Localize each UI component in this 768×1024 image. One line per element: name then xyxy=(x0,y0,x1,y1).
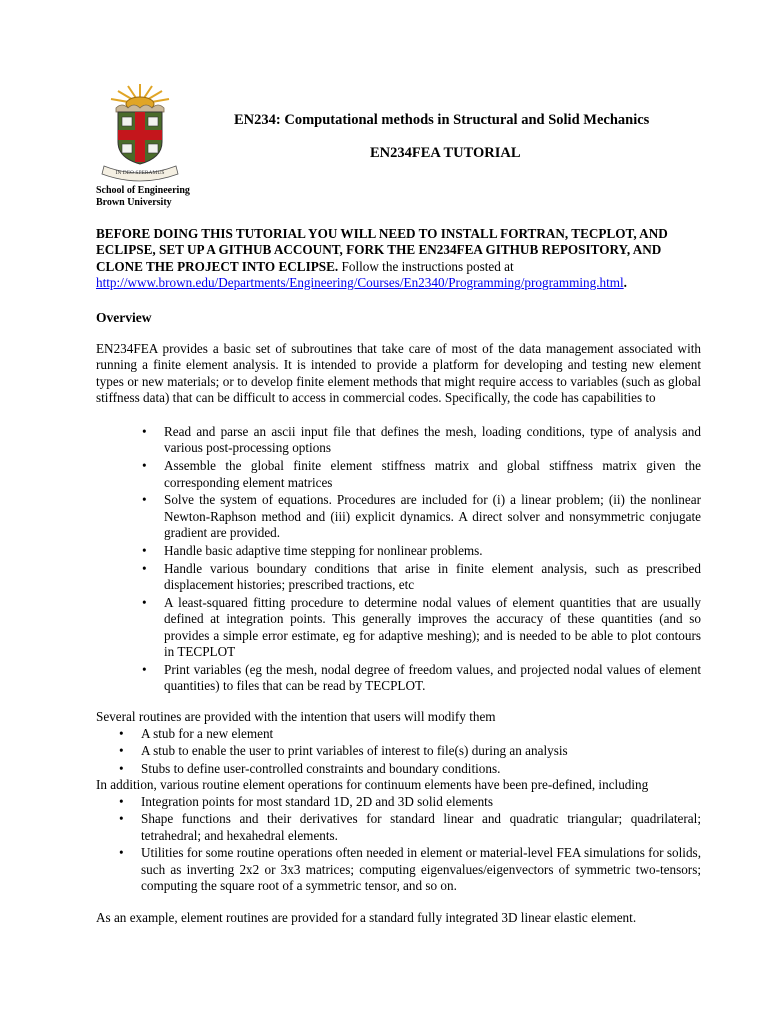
list-item xyxy=(119,794,701,810)
bullet-icon: • xyxy=(119,743,124,759)
bullet-icon: • xyxy=(119,811,124,827)
list-item-text: Utilities for some routine operations often needed in element or material-level FEA simulations for solids, such as inverting 2x2 or 3x3 matrices; computing eigenvalues/eigenvectors of symmetric two-tensors; computing the square root of a symmetric tensor, and so on. xyxy=(141,845,701,894)
list-item xyxy=(142,492,701,541)
document-subtitle: EN234FEA TUTORIAL xyxy=(370,145,521,161)
intro-paragraph xyxy=(96,226,701,292)
bullet-icon: • xyxy=(119,845,124,861)
bullet-icon: • xyxy=(119,794,124,809)
overview-paragraph-3: In addition, various routine element operations for continuum elements have been pre-defined, including xyxy=(96,777,649,792)
list-item-text: Stubs to define user-controlled constraints and boundary conditions. xyxy=(141,760,501,776)
bullet-icon: • xyxy=(142,560,147,576)
list-item xyxy=(142,560,701,594)
bullet-icon: • xyxy=(142,492,147,508)
list-item xyxy=(119,760,701,777)
bullet-icon: • xyxy=(119,760,124,776)
list-item-text: A stub for a new element xyxy=(141,726,274,741)
list-item-text: Print variables (eg the mesh, nodal degree of freedom values, and projected nodal values of element quantities) to files that can be read by TECPLOT. xyxy=(164,662,701,694)
programming-instructions-link[interactable]: http://www.brown.edu/Departments/Engineering/Courses/En2340/Programming/programming.html xyxy=(96,275,624,291)
list-item xyxy=(119,845,701,894)
list-item-text: Solve the system of equations. Procedures are included for (i) a linear problem; (ii) the nonlinear Newton-Raphson method and (iii) explicit dynamics. A direct solver and nonsymmetric conjugate gradient are provided. xyxy=(164,492,701,541)
school-line-1: School of Engineering xyxy=(96,185,190,196)
overview-paragraph-1: EN234FEA provides a basic set of subroutines that take care of most of the data management associated with running a finite element analysis. It is intended to provide a platform for developing and testing new element types or new materials; or to develop finite element methods that might require access to variables (such as global stiffness data) that can be difficult to access in commercial codes. Specifically, the code has capabilities to xyxy=(96,341,701,406)
list-item-text: Read and parse an ascii input file that defines the mesh, loading conditions, type of analysis and various post-processing options xyxy=(164,424,701,456)
logo-motto: IN DEO SPERAMUS xyxy=(115,170,165,176)
intro-follow-text: Follow the instructions posted at xyxy=(341,258,514,274)
overview-paragraph-4: As an example, element routines are provided for a standard fully integrated 3D linear elastic element. xyxy=(96,910,637,925)
overview-heading: Overview xyxy=(96,310,152,325)
bullet-icon: • xyxy=(142,458,147,474)
list-item xyxy=(119,811,701,844)
list-item-text: Integration points for most standard 1D, 2D and 3D solid elements xyxy=(141,794,493,809)
capabilities-list xyxy=(142,424,701,696)
bullet-icon: • xyxy=(142,424,147,439)
list-item-text: Shape functions and their derivatives for standard linear and quadratic triangular; quadrilateral; tetrahedral; and hexahedral elements. xyxy=(141,811,701,843)
overview-paragraph-2: Several routines are provided with the intention that users will modify them xyxy=(96,709,496,724)
bullet-icon: • xyxy=(142,543,147,559)
list-item xyxy=(142,458,701,491)
list-item xyxy=(142,595,701,661)
list-item-text: A stub to enable the user to print variables of interest to file(s) during an analysis xyxy=(141,743,568,759)
school-name xyxy=(96,185,190,209)
list-item-text: Assemble the global finite element stiffness matrix and global stiffness matrix given the corresponding element matrices xyxy=(164,458,701,490)
list-item-text: A least-squared fitting procedure to determine nodal values of element quantities that are usually defined at integration points. This generally improves the accuracy of these quantities (and so provides a simple error estimate, eg for adaptive meshing); and is needed to be able to plot contours in TECPLOT xyxy=(164,595,701,660)
document-title: EN234: Computational methods in Structural and Solid Mechanics xyxy=(234,112,650,128)
bullet-icon: • xyxy=(142,595,147,611)
bullet-icon: • xyxy=(119,726,124,741)
bullet-icon: • xyxy=(142,662,147,678)
list-item-text: Handle basic adaptive time stepping for nonlinear problems. xyxy=(164,543,483,559)
intro-caps-text: BEFORE DOING THIS TUTORIAL YOU WILL NEED TO INSTALL FORTRAN, TECPLOT, AND ECLIPSE, SET UP A GITHUB ACCOUNT, FORK THE EN234FEA GITHUB REPOSITORY, AND CLONE THE PROJECT INTO ECLIPSE. xyxy=(96,226,668,274)
list-item-text: Handle various boundary conditions that arise in finite element analysis, such as prescribed displacement histories; prescribed tractions, etc xyxy=(164,560,701,593)
intro-period: . xyxy=(623,275,627,291)
list-item xyxy=(142,662,701,695)
list-item xyxy=(119,725,701,742)
list-item xyxy=(119,742,701,759)
school-line-2: Brown University xyxy=(96,197,172,208)
predefined-operations-list xyxy=(119,794,701,895)
user-routines-list xyxy=(119,725,701,777)
list-item xyxy=(142,424,701,457)
list-item xyxy=(142,543,701,559)
brown-university-crest-logo xyxy=(98,82,182,182)
